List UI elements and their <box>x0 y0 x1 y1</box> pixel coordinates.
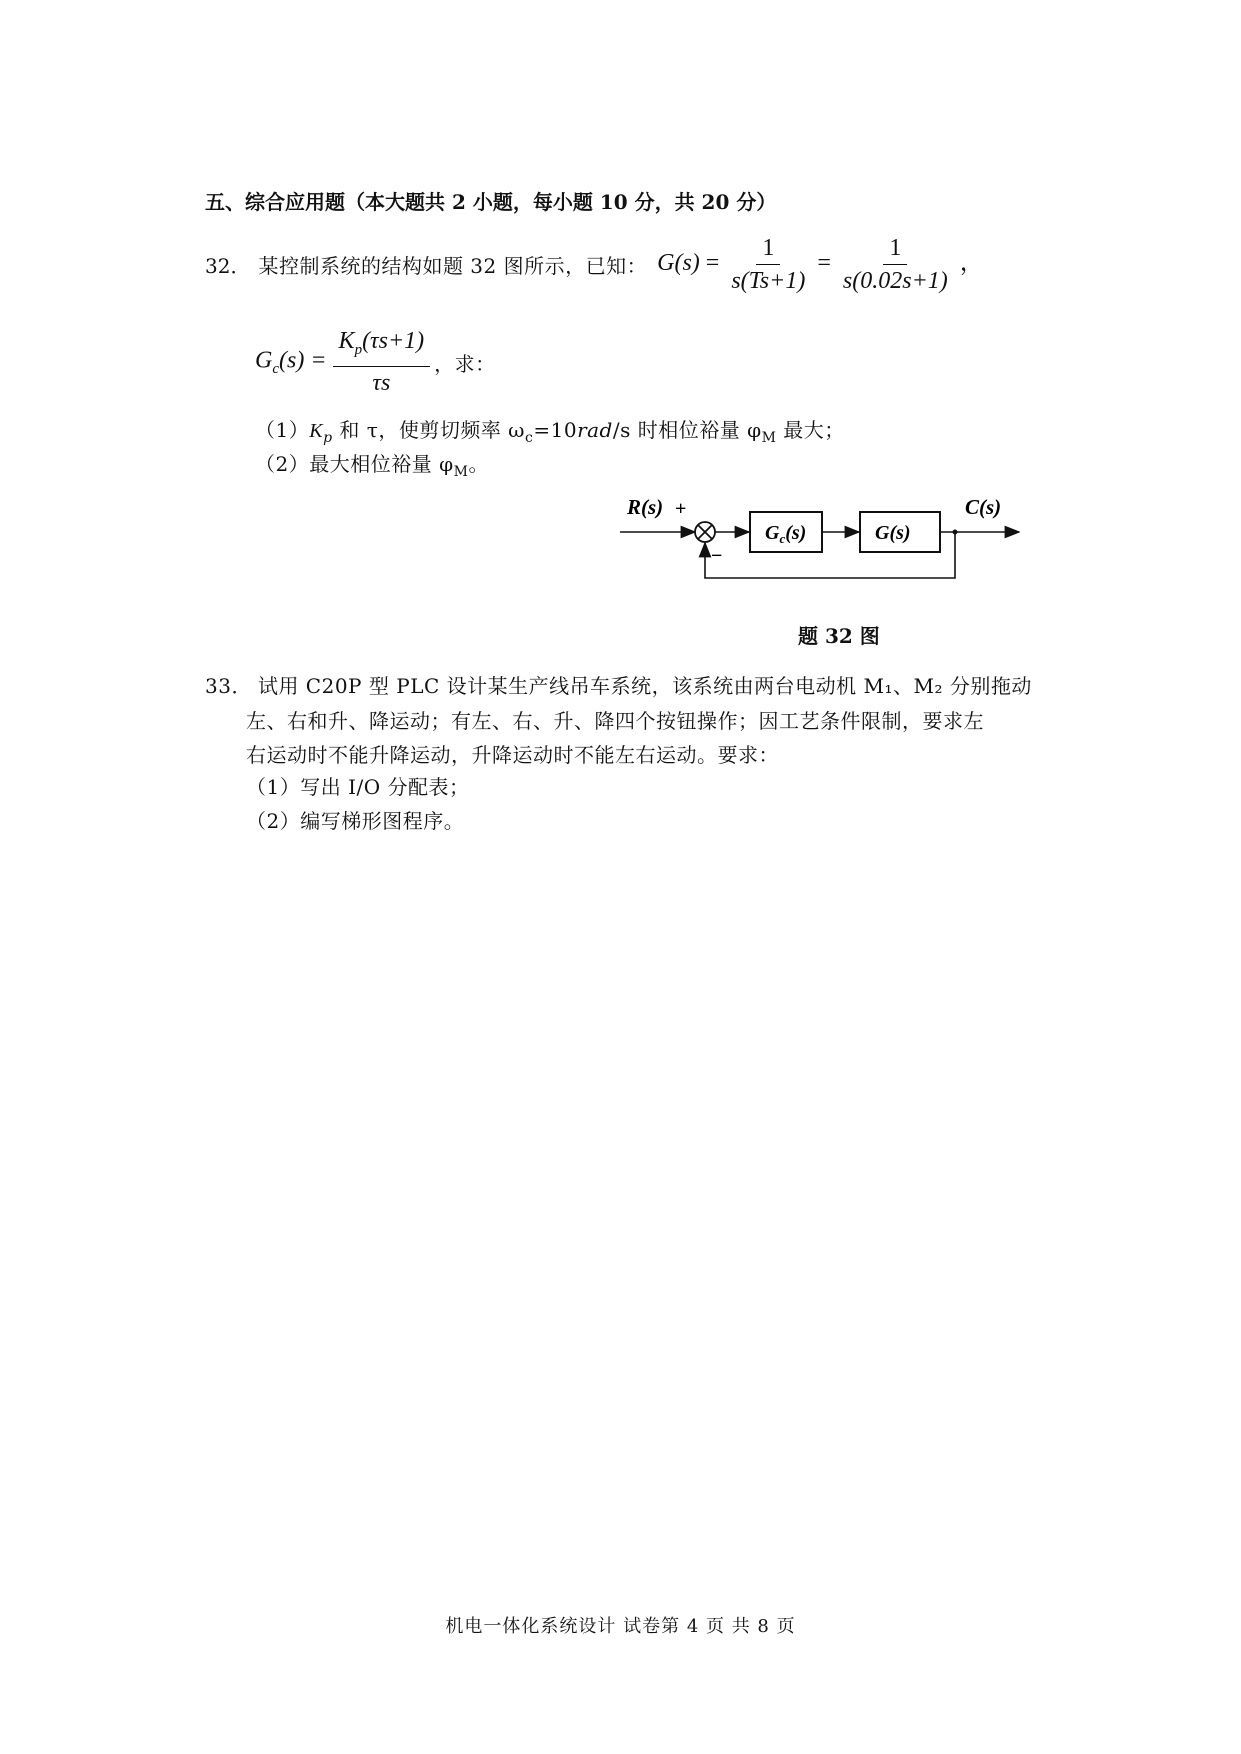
question-32-item-2: （2）最大相位裕量 $\varphi_M$。 <box>255 452 489 480</box>
g-fraction-1 <box>725 234 811 295</box>
gc-arg: (s) = <box>279 347 327 374</box>
gc-fraction <box>333 327 431 397</box>
output-label: C(s) <box>965 495 1002 519</box>
plus-sign: + <box>675 498 687 520</box>
question-33-item-1: （1）写出 I/O 分配表； <box>246 775 470 799</box>
g-end: ， <box>959 249 984 276</box>
figure-caption: 题 32 图 <box>798 624 880 648</box>
question-33-line3: 右运动时不能升降运动，升降运动时不能左右运动。要求： <box>246 743 779 767</box>
gc-formula <box>255 327 430 397</box>
g-lhs: G(s) <box>657 249 700 276</box>
question-32-item-1: $(1)K_p$ 和 τ，使剪切频率 $\omega_c=10rad/s$ 时相位裕量 $\varphi_M$ 最大； <box>255 418 845 446</box>
g-fraction-2-num: 1 <box>883 234 907 265</box>
gc-tail: ，求： <box>434 351 496 376</box>
block-diagram <box>615 490 1025 590</box>
g-formula: G(s) = $\frac{1}{s(Ts+1)}$ = $\frac{1}{s(0.02s+1)}$ ， <box>657 234 984 294</box>
gc-fraction-num: $K_p(\tau s+1)$ <box>333 327 431 367</box>
gc-lhs: G <box>255 347 273 374</box>
question-32-number: 32． <box>205 253 251 278</box>
question-33-line2: 左、右和升、降运动；有左、右、升、降四个按钮操作；因工艺条件限制，要求左 <box>246 709 984 733</box>
input-label: R(s) <box>627 495 664 519</box>
g-fraction-2 <box>837 234 954 295</box>
gc-fraction-den: τs <box>372 369 391 396</box>
question-32-line1 <box>205 236 984 292</box>
question-32-intro: 某控制系统的结构如题 32 图所示，已知： <box>258 253 648 278</box>
g-block-label: G(s) <box>875 522 911 544</box>
question-33-number: 33． <box>205 674 252 698</box>
gc-block-label: $G_c(s)$ <box>765 522 807 546</box>
g-fraction-1-num: 1 <box>756 234 780 265</box>
g-fraction-2-den: s(0.02s+1) <box>842 267 948 294</box>
question-33-item-2: （2）编写梯形图程序。 <box>246 809 465 833</box>
minus-sign: − <box>711 545 723 567</box>
question-33-line1: 33． 试用 C20P 型 PLC 设计某生产线吊车系统，该系统由两台电动机 M₁、M₂ 分别拖动 <box>205 674 1032 698</box>
gc-formula-line <box>255 330 496 394</box>
summing-junction <box>695 522 715 542</box>
g-fraction-1-den: s(Ts+1) <box>731 267 806 294</box>
page-footer: 机电一体化系统设计 试卷第 4 页 共 8 页 <box>445 1616 796 1637</box>
gc-sub: c <box>272 361 280 378</box>
section-heading: 五、综合应用题（本大题共 2 小题，每小题 10 分，共 20 分） <box>205 190 777 214</box>
